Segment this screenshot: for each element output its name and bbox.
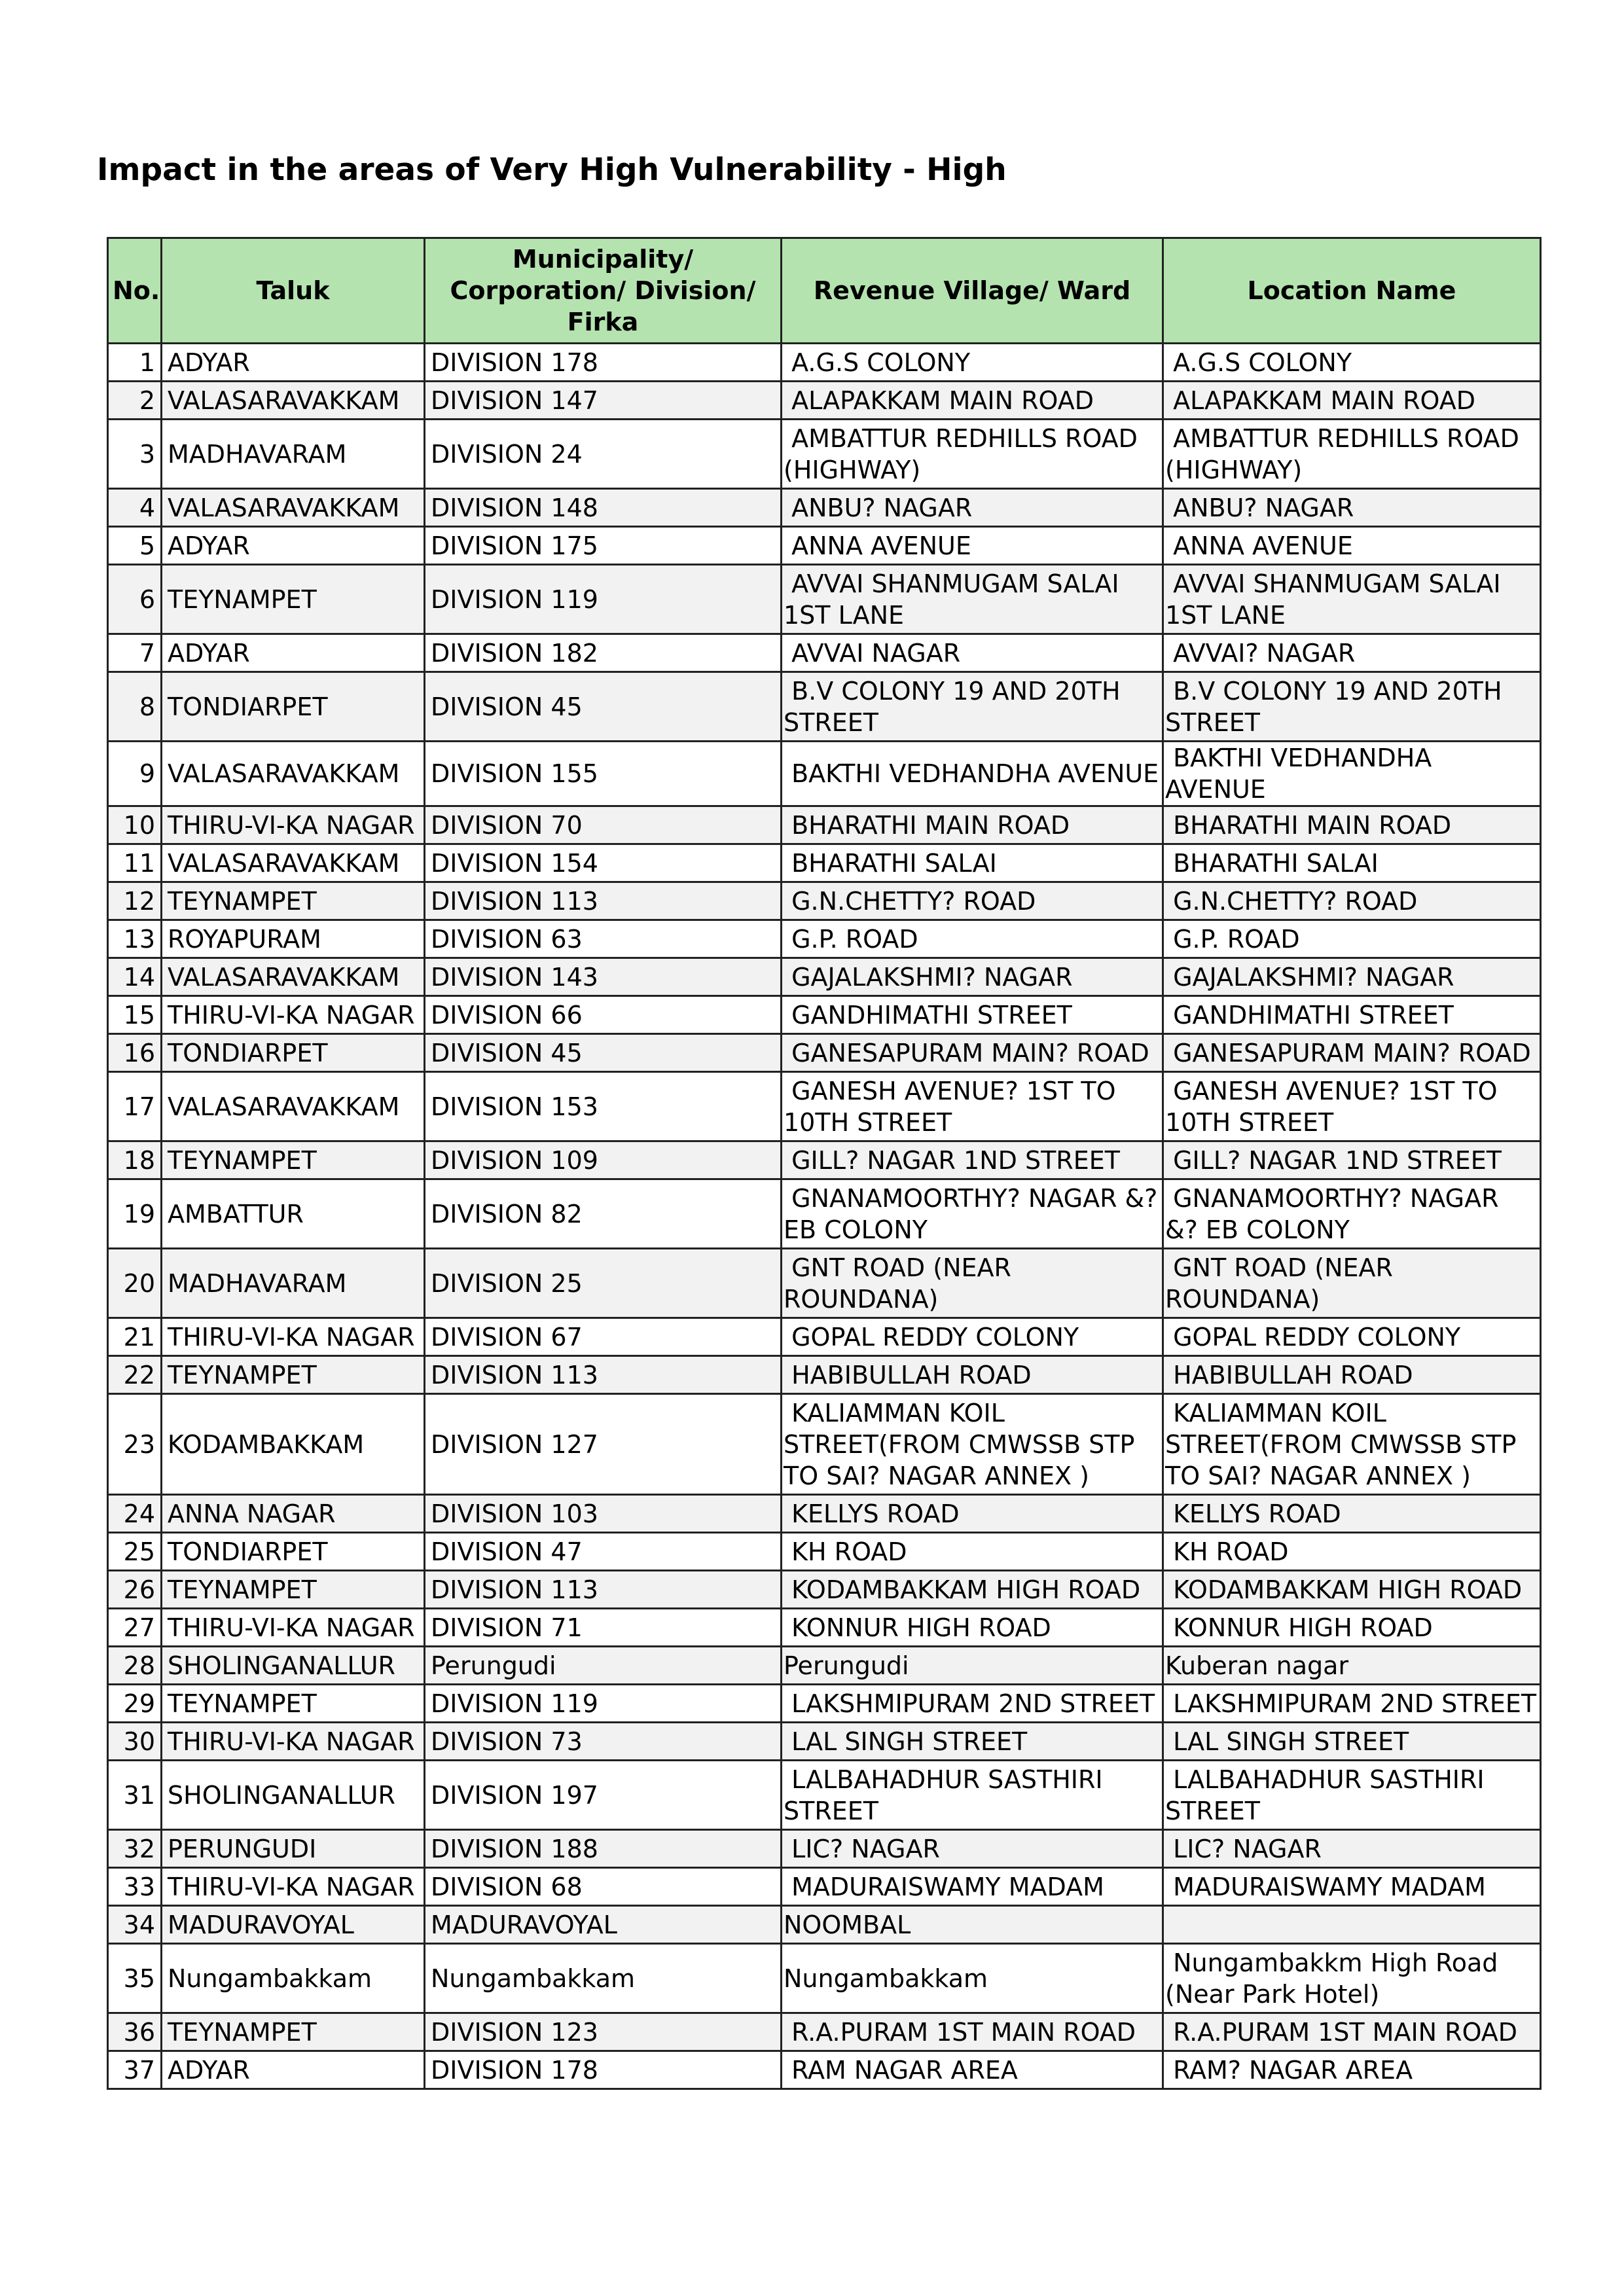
cell-revenue-village: G.N.CHETTY? ROAD <box>782 882 1163 920</box>
cell-location-name: LALBAHADHUR SASTHIRI STREET <box>1163 1761 1541 1830</box>
cell-revenue-village: GNANAMOORTHY? NAGAR &? EB COLONY <box>782 1179 1163 1249</box>
cell-revenue-village: GANDHIMATHI STREET <box>782 996 1163 1034</box>
cell-revenue-village: GANESH AVENUE? 1ST TO 10TH STREET <box>782 1072 1163 1141</box>
cell-municipality: DIVISION 119 <box>425 1685 782 1723</box>
table-row <box>108 1356 1541 1394</box>
cell-revenue-village: GNT ROAD (NEAR ROUNDANA) <box>782 1249 1163 1318</box>
cell-no: 11 <box>108 844 162 882</box>
table-row <box>108 1609 1541 1647</box>
table-row <box>108 1906 1541 1944</box>
cell-taluk: THIRU-VI-KA NAGAR <box>162 806 425 844</box>
cell-taluk: ANNA NAGAR <box>162 1495 425 1533</box>
cell-taluk: PERUNGUDI <box>162 1830 425 1868</box>
cell-location-name: AVVAI SHANMUGAM SALAI 1ST LANE <box>1163 565 1541 634</box>
cell-municipality: DIVISION 154 <box>425 844 782 882</box>
cell-revenue-village: ANBU? NAGAR <box>782 489 1163 527</box>
cell-taluk: VALASARAVAKKAM <box>162 844 425 882</box>
cell-location-name: HABIBULLAH ROAD <box>1163 1356 1541 1394</box>
cell-taluk: VALASARAVAKKAM <box>162 958 425 996</box>
cell-taluk: TEYNAMPET <box>162 1141 425 1179</box>
cell-no: 30 <box>108 1723 162 1761</box>
cell-municipality: DIVISION 66 <box>425 996 782 1034</box>
cell-municipality: DIVISION 82 <box>425 1179 782 1249</box>
cell-taluk: TONDIARPET <box>162 1533 425 1571</box>
cell-taluk: Nungambakkam <box>162 1944 425 2013</box>
cell-municipality: DIVISION 153 <box>425 1072 782 1141</box>
cell-location-name: RAM? NAGAR AREA <box>1163 2051 1541 2089</box>
cell-no: 4 <box>108 489 162 527</box>
table-row <box>108 565 1541 634</box>
cell-taluk: TEYNAMPET <box>162 2013 425 2051</box>
cell-location-name: KELLYS ROAD <box>1163 1495 1541 1533</box>
table-row <box>108 1072 1541 1141</box>
cell-taluk: ADYAR <box>162 634 425 672</box>
cell-no: 18 <box>108 1141 162 1179</box>
cell-location-name: LAKSHMIPURAM 2ND STREET <box>1163 1685 1541 1723</box>
cell-revenue-village: A.G.S COLONY <box>782 344 1163 382</box>
cell-municipality: DIVISION 113 <box>425 1356 782 1394</box>
cell-municipality: MADURAVOYAL <box>425 1906 782 1944</box>
cell-revenue-village: GANESAPURAM MAIN? ROAD <box>782 1034 1163 1072</box>
cell-location-name: AMBATTUR REDHILLS ROAD (HIGHWAY) <box>1163 420 1541 489</box>
table-body <box>108 344 1541 2089</box>
cell-municipality: DIVISION 103 <box>425 1495 782 1533</box>
cell-revenue-village: MADURAISWAMY MADAM <box>782 1868 1163 1906</box>
cell-location-name: BHARATHI SALAI <box>1163 844 1541 882</box>
table-row <box>108 1868 1541 1906</box>
table-row <box>108 344 1541 382</box>
cell-no: 36 <box>108 2013 162 2051</box>
cell-municipality: DIVISION 143 <box>425 958 782 996</box>
cell-taluk: TEYNAMPET <box>162 1571 425 1609</box>
cell-municipality: DIVISION 71 <box>425 1609 782 1647</box>
table-row <box>108 1723 1541 1761</box>
cell-no: 26 <box>108 1571 162 1609</box>
cell-no: 35 <box>108 1944 162 2013</box>
cell-no: 20 <box>108 1249 162 1318</box>
cell-revenue-village: LAKSHMIPURAM 2ND STREET <box>782 1685 1163 1723</box>
cell-revenue-village: KONNUR HIGH ROAD <box>782 1609 1163 1647</box>
table-header-row <box>108 238 1541 344</box>
cell-no: 21 <box>108 1318 162 1356</box>
cell-location-name: BAKTHI VEDHANDHA AVENUE <box>1163 742 1541 806</box>
table-row <box>108 1318 1541 1356</box>
cell-location-name: ALAPAKKAM MAIN ROAD <box>1163 382 1541 420</box>
cell-revenue-village: G.P. ROAD <box>782 920 1163 958</box>
cell-taluk: THIRU-VI-KA NAGAR <box>162 1609 425 1647</box>
table-row <box>108 382 1541 420</box>
cell-location-name: Nungambakkm High Road (Near Park Hotel) <box>1163 1944 1541 2013</box>
cell-revenue-village: KODAMBAKKAM HIGH ROAD <box>782 1571 1163 1609</box>
cell-revenue-village: ALAPAKKAM MAIN ROAD <box>782 382 1163 420</box>
cell-location-name: B.V COLONY 19 AND 20TH STREET <box>1163 672 1541 742</box>
cell-revenue-village: LAL SINGH STREET <box>782 1723 1163 1761</box>
cell-no: 31 <box>108 1761 162 1830</box>
cell-revenue-village: GAJALAKSHMI? NAGAR <box>782 958 1163 996</box>
cell-no: 13 <box>108 920 162 958</box>
cell-municipality: Nungambakkam <box>425 1944 782 2013</box>
table-row <box>108 2051 1541 2089</box>
cell-revenue-village: BAKTHI VEDHANDHA AVENUE <box>782 742 1163 806</box>
cell-location-name: GANESH AVENUE? 1ST TO 10TH STREET <box>1163 1072 1541 1141</box>
cell-location-name: G.N.CHETTY? ROAD <box>1163 882 1541 920</box>
cell-municipality: DIVISION 68 <box>425 1868 782 1906</box>
cell-taluk: ROYAPURAM <box>162 920 425 958</box>
cell-location-name: Kuberan nagar <box>1163 1647 1541 1685</box>
cell-location-name: GNT ROAD (NEAR ROUNDANA) <box>1163 1249 1541 1318</box>
cell-no: 17 <box>108 1072 162 1141</box>
cell-taluk: ADYAR <box>162 527 425 565</box>
cell-municipality: DIVISION 147 <box>425 382 782 420</box>
cell-revenue-village: R.A.PURAM 1ST MAIN ROAD <box>782 2013 1163 2051</box>
cell-taluk: VALASARAVAKKAM <box>162 489 425 527</box>
table-row <box>108 920 1541 958</box>
header-revenue-village: Revenue Village/ Ward <box>782 238 1163 344</box>
cell-no: 8 <box>108 672 162 742</box>
cell-municipality: DIVISION 197 <box>425 1761 782 1830</box>
cell-revenue-village: HABIBULLAH ROAD <box>782 1356 1163 1394</box>
table-row <box>108 527 1541 565</box>
cell-municipality: DIVISION 148 <box>425 489 782 527</box>
cell-municipality: DIVISION 178 <box>425 344 782 382</box>
table-row <box>108 1394 1541 1495</box>
cell-no: 23 <box>108 1394 162 1495</box>
cell-taluk: SHOLINGANALLUR <box>162 1647 425 1685</box>
cell-revenue-village: GILL? NAGAR 1ND STREET <box>782 1141 1163 1179</box>
cell-no: 28 <box>108 1647 162 1685</box>
cell-municipality: DIVISION 175 <box>425 527 782 565</box>
cell-municipality: DIVISION 109 <box>425 1141 782 1179</box>
cell-municipality: DIVISION 188 <box>425 1830 782 1868</box>
cell-municipality: DIVISION 119 <box>425 565 782 634</box>
header-location-name: Location Name <box>1163 238 1541 344</box>
table-row <box>108 806 1541 844</box>
vulnerability-table <box>107 237 1542 2090</box>
cell-no: 5 <box>108 527 162 565</box>
cell-no: 33 <box>108 1868 162 1906</box>
cell-no: 1 <box>108 344 162 382</box>
page-title: Impact in the areas of Very High Vulnerability - High <box>97 152 1007 188</box>
cell-revenue-village: AVVAI SHANMUGAM SALAI 1ST LANE <box>782 565 1163 634</box>
cell-location-name: GANESAPURAM MAIN? ROAD <box>1163 1034 1541 1072</box>
cell-municipality: DIVISION 70 <box>425 806 782 844</box>
cell-taluk: THIRU-VI-KA NAGAR <box>162 996 425 1034</box>
cell-location-name: ANNA AVENUE <box>1163 527 1541 565</box>
cell-location-name: AVVAI? NAGAR <box>1163 634 1541 672</box>
cell-taluk: KODAMBAKKAM <box>162 1394 425 1495</box>
table-row <box>108 996 1541 1034</box>
cell-no: 24 <box>108 1495 162 1533</box>
cell-taluk: SHOLINGANALLUR <box>162 1761 425 1830</box>
cell-municipality: DIVISION 45 <box>425 672 782 742</box>
cell-no: 2 <box>108 382 162 420</box>
cell-location-name: KONNUR HIGH ROAD <box>1163 1609 1541 1647</box>
table-row <box>108 882 1541 920</box>
cell-municipality: DIVISION 182 <box>425 634 782 672</box>
cell-no: 7 <box>108 634 162 672</box>
cell-location-name: G.P. ROAD <box>1163 920 1541 958</box>
cell-location-name: LIC? NAGAR <box>1163 1830 1541 1868</box>
cell-taluk: THIRU-VI-KA NAGAR <box>162 1868 425 1906</box>
cell-location-name: MADURAISWAMY MADAM <box>1163 1868 1541 1906</box>
cell-taluk: TONDIARPET <box>162 672 425 742</box>
cell-taluk: TEYNAMPET <box>162 565 425 634</box>
cell-location-name: ANBU? NAGAR <box>1163 489 1541 527</box>
table-row <box>108 1034 1541 1072</box>
cell-no: 14 <box>108 958 162 996</box>
cell-location-name: KODAMBAKKAM HIGH ROAD <box>1163 1571 1541 1609</box>
cell-no: 16 <box>108 1034 162 1072</box>
cell-municipality: DIVISION 45 <box>425 1034 782 1072</box>
cell-no: 15 <box>108 996 162 1034</box>
cell-taluk: TEYNAMPET <box>162 1685 425 1723</box>
header-no: No. <box>108 238 162 344</box>
cell-taluk: MADHAVARAM <box>162 420 425 489</box>
cell-no: 25 <box>108 1533 162 1571</box>
cell-no: 22 <box>108 1356 162 1394</box>
table-row <box>108 1533 1541 1571</box>
table-row <box>108 1761 1541 1830</box>
table-row <box>108 844 1541 882</box>
table-row <box>108 489 1541 527</box>
table-row <box>108 1830 1541 1868</box>
cell-municipality: DIVISION 25 <box>425 1249 782 1318</box>
cell-taluk: THIRU-VI-KA NAGAR <box>162 1723 425 1761</box>
table-row <box>108 1179 1541 1249</box>
cell-location-name: GAJALAKSHMI? NAGAR <box>1163 958 1541 996</box>
cell-municipality: DIVISION 24 <box>425 420 782 489</box>
cell-taluk: VALASARAVAKKAM <box>162 382 425 420</box>
table-row <box>108 1944 1541 2013</box>
cell-taluk: TEYNAMPET <box>162 882 425 920</box>
cell-municipality: DIVISION 73 <box>425 1723 782 1761</box>
cell-revenue-village: RAM NAGAR AREA <box>782 2051 1163 2089</box>
cell-revenue-village: KALIAMMAN KOIL STREET(FROM CMWSSB STP TO SAI? NAGAR ANNEX ) <box>782 1394 1163 1495</box>
cell-no: 29 <box>108 1685 162 1723</box>
cell-location-name: KALIAMMAN KOIL STREET(FROM CMWSSB STP TO SAI? NAGAR ANNEX ) <box>1163 1394 1541 1495</box>
cell-taluk: TONDIARPET <box>162 1034 425 1072</box>
table-row <box>108 672 1541 742</box>
table-row <box>108 1571 1541 1609</box>
table-row <box>108 742 1541 806</box>
cell-municipality: DIVISION 67 <box>425 1318 782 1356</box>
cell-location-name: LAL SINGH STREET <box>1163 1723 1541 1761</box>
header-taluk: Taluk <box>162 238 425 344</box>
cell-no: 9 <box>108 742 162 806</box>
cell-no: 3 <box>108 420 162 489</box>
header-municipality: Municipality/ Corporation/ Division/ Firka <box>425 238 782 344</box>
cell-location-name: R.A.PURAM 1ST MAIN ROAD <box>1163 2013 1541 2051</box>
cell-location-name: GANDHIMATHI STREET <box>1163 996 1541 1034</box>
cell-taluk: TEYNAMPET <box>162 1356 425 1394</box>
table-row <box>108 634 1541 672</box>
cell-no: 37 <box>108 2051 162 2089</box>
cell-revenue-village: GOPAL REDDY COLONY <box>782 1318 1163 1356</box>
cell-revenue-village: KELLYS ROAD <box>782 1495 1163 1533</box>
table-row <box>108 420 1541 489</box>
cell-municipality: DIVISION 127 <box>425 1394 782 1495</box>
cell-no: 19 <box>108 1179 162 1249</box>
cell-taluk: MADURAVOYAL <box>162 1906 425 1944</box>
cell-revenue-village: Nungambakkam <box>782 1944 1163 2013</box>
cell-location-name <box>1163 1906 1541 1944</box>
table-row <box>108 958 1541 996</box>
cell-revenue-village: AVVAI NAGAR <box>782 634 1163 672</box>
cell-revenue-village: LALBAHADHUR SASTHIRI STREET <box>782 1761 1163 1830</box>
table-row <box>108 1249 1541 1318</box>
cell-location-name: GOPAL REDDY COLONY <box>1163 1318 1541 1356</box>
cell-taluk: MADHAVARAM <box>162 1249 425 1318</box>
cell-municipality: DIVISION 63 <box>425 920 782 958</box>
cell-revenue-village: NOOMBAL <box>782 1906 1163 1944</box>
cell-municipality: DIVISION 123 <box>425 2013 782 2051</box>
cell-location-name: KH ROAD <box>1163 1533 1541 1571</box>
cell-municipality: DIVISION 113 <box>425 882 782 920</box>
cell-municipality: DIVISION 47 <box>425 1533 782 1571</box>
cell-location-name: BHARATHI MAIN ROAD <box>1163 806 1541 844</box>
cell-municipality: DIVISION 113 <box>425 1571 782 1609</box>
table-row <box>108 1647 1541 1685</box>
cell-no: 27 <box>108 1609 162 1647</box>
cell-taluk: VALASARAVAKKAM <box>162 1072 425 1141</box>
table-row <box>108 1141 1541 1179</box>
cell-taluk: THIRU-VI-KA NAGAR <box>162 1318 425 1356</box>
cell-revenue-village: KH ROAD <box>782 1533 1163 1571</box>
cell-no: 32 <box>108 1830 162 1868</box>
cell-no: 10 <box>108 806 162 844</box>
cell-municipality: DIVISION 155 <box>425 742 782 806</box>
cell-revenue-village: BHARATHI MAIN ROAD <box>782 806 1163 844</box>
cell-revenue-village: BHARATHI SALAI <box>782 844 1163 882</box>
table-row <box>108 2013 1541 2051</box>
cell-revenue-village: B.V COLONY 19 AND 20TH STREET <box>782 672 1163 742</box>
cell-revenue-village: LIC? NAGAR <box>782 1830 1163 1868</box>
cell-no: 12 <box>108 882 162 920</box>
table-row <box>108 1685 1541 1723</box>
table-row <box>108 1495 1541 1533</box>
cell-no: 34 <box>108 1906 162 1944</box>
cell-location-name: A.G.S COLONY <box>1163 344 1541 382</box>
cell-municipality: Perungudi <box>425 1647 782 1685</box>
cell-revenue-village: ANNA AVENUE <box>782 527 1163 565</box>
cell-revenue-village: AMBATTUR REDHILLS ROAD (HIGHWAY) <box>782 420 1163 489</box>
cell-no: 6 <box>108 565 162 634</box>
cell-taluk: ADYAR <box>162 344 425 382</box>
cell-location-name: GILL? NAGAR 1ND STREET <box>1163 1141 1541 1179</box>
cell-location-name: GNANAMOORTHY? NAGAR &? EB COLONY <box>1163 1179 1541 1249</box>
cell-taluk: ADYAR <box>162 2051 425 2089</box>
cell-taluk: VALASARAVAKKAM <box>162 742 425 806</box>
cell-revenue-village: Perungudi <box>782 1647 1163 1685</box>
cell-municipality: DIVISION 178 <box>425 2051 782 2089</box>
cell-taluk: AMBATTUR <box>162 1179 425 1249</box>
